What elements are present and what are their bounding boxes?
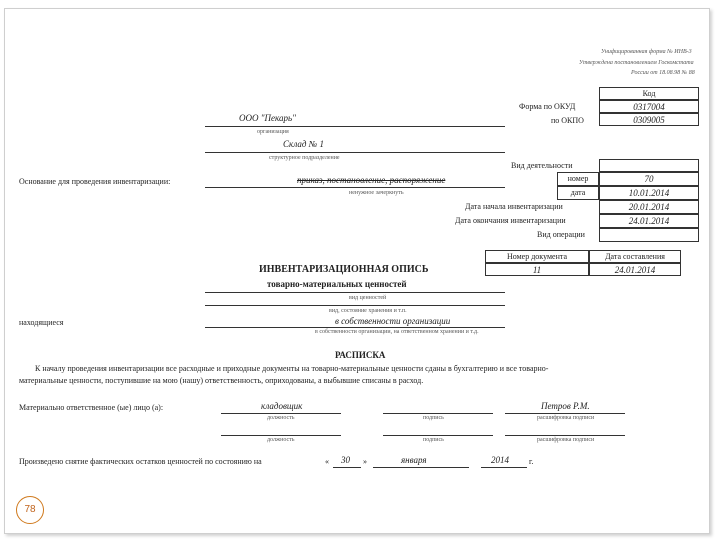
- start-date-value: 20.01.2014: [599, 200, 699, 214]
- kind-line: [205, 292, 505, 293]
- signature-caption-2: подпись: [423, 437, 444, 443]
- activity-label: Вид деятельности: [511, 161, 573, 170]
- operation-cell: [599, 228, 699, 242]
- position-line-2: [221, 435, 341, 436]
- number-label: номер: [557, 172, 599, 186]
- okud-value: 0317004: [599, 100, 699, 113]
- position-caption-2: должность: [267, 437, 295, 443]
- inventory-title: ИНВЕНТАРИЗАЦИОННАЯ ОПИСЬ: [259, 264, 429, 275]
- basis-label: Основание для проведения инвентаризации:: [19, 177, 171, 186]
- inventory-date-label: Произведено снятие фактических остатков ценностей по состоянию на: [19, 457, 262, 466]
- day-line: [333, 467, 361, 468]
- location-label: находящиеся: [19, 318, 64, 327]
- position-value: кладовщик: [261, 401, 303, 411]
- open-quote: «: [325, 457, 329, 466]
- basis-value: приказ, постановление, распоряжение: [297, 175, 446, 185]
- doc-date-value: 24.01.2014: [589, 263, 681, 276]
- date-label: дата: [557, 186, 599, 200]
- slide-number-badge: 78: [16, 496, 44, 524]
- organization-caption: организация: [257, 129, 289, 135]
- month-line: [373, 467, 469, 468]
- position-caption-1: должность: [267, 415, 295, 421]
- inventory-month: января: [401, 455, 427, 465]
- receipt-title: РАСПИСКА: [335, 350, 386, 360]
- inventory-year: 2014: [491, 455, 509, 465]
- doc-number-header: Номер документа: [485, 250, 589, 263]
- number-value: 70: [599, 172, 699, 186]
- form-header-line3: России от 18.08.98 № 88: [631, 70, 695, 76]
- location-value: в собственности организации: [335, 316, 451, 326]
- start-date-label: Дата начала инвентаризации: [465, 202, 563, 211]
- location-caption: в собственности организации, на ответственном хранении и т.д.: [315, 329, 479, 335]
- document-slide: [4, 8, 710, 534]
- basis-line: [205, 187, 505, 188]
- decode-line-1: [505, 413, 625, 414]
- okpo-label: по ОКПО: [551, 116, 584, 125]
- storage-caption: вид, состояние хранения и т.п.: [329, 308, 407, 314]
- decode-caption-2: расшифровка подписи: [537, 437, 595, 443]
- inventory-subtitle: товарно-материальных ценностей: [267, 279, 407, 289]
- receipt-text-1: К началу проведения инвентаризации все расходные и приходные документы на товарно-материальные ценности сданы в бухгалтерию и все товарно-: [35, 364, 549, 373]
- okud-label: Форма по ОКУД: [519, 102, 576, 111]
- decode-caption-1: расшифровка подписи: [537, 415, 595, 421]
- end-date-value: 24.01.2014: [599, 214, 699, 228]
- okpo-value: 0309005: [599, 113, 699, 126]
- doc-number-value: 11: [485, 263, 589, 276]
- signature-line-1: [383, 413, 493, 414]
- unit-caption: структурное подразделение: [269, 155, 340, 161]
- codes-header: Код: [599, 87, 699, 100]
- activity-cell: [599, 159, 699, 172]
- organization-line: [205, 126, 505, 127]
- signature-value: Петров Р.М.: [541, 401, 590, 411]
- basis-caption: ненужное зачеркнуть: [349, 190, 404, 196]
- close-quote: »: [363, 457, 367, 466]
- year-suffix: г.: [529, 457, 534, 466]
- end-date-label: Дата окончания инвентаризации: [455, 216, 566, 225]
- doc-date-header: Дата составления: [589, 250, 681, 263]
- form-header-line2: Утверждена постановлением Госкомстата: [579, 60, 694, 66]
- operation-label: Вид операции: [537, 230, 585, 239]
- form-header-line1: Унифицированная форма № ИНВ-3: [601, 49, 692, 55]
- responsible-label: Материально ответственное (ые) лицо (а):: [19, 403, 164, 412]
- date-value: 10.01.2014: [599, 186, 699, 200]
- kind-caption: вид ценностей: [349, 295, 387, 301]
- organization-name: ООО "Пекарь": [239, 113, 296, 123]
- unit-line: [205, 152, 505, 153]
- location-line: [205, 327, 505, 328]
- position-line-1: [221, 413, 341, 414]
- unit-name: Склад № 1: [283, 139, 324, 149]
- signature-line-2: [383, 435, 493, 436]
- year-line: [481, 467, 527, 468]
- decode-line-2: [505, 435, 625, 436]
- storage-line: [205, 305, 505, 306]
- receipt-text-2: материальные ценности, поступившие на мою (нашу) ответственность, оприходованы, а выбывшие списаны в расход.: [19, 376, 424, 385]
- signature-caption-1: подпись: [423, 415, 444, 421]
- inventory-day: 30: [341, 455, 350, 465]
